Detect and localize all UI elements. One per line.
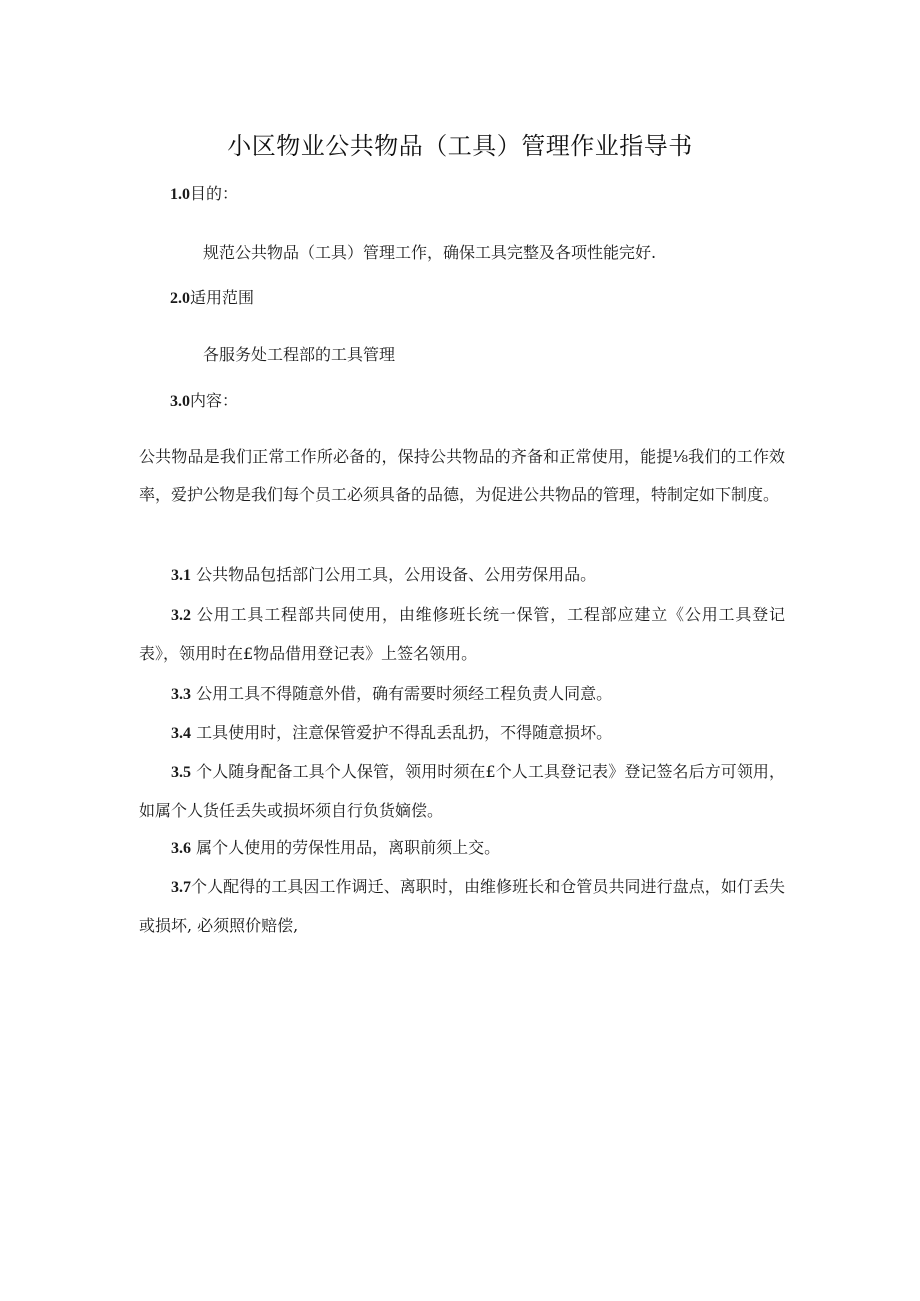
clause-number: 3.7 — [171, 879, 191, 896]
clause-3-7 — [139, 868, 785, 945]
clause-number: 3.3 — [171, 686, 191, 703]
section-1-body: 规范公共物品（工具）管理工作，确保工具完整及各项性能完好. — [203, 243, 657, 262]
clause-text: 公用工具工程部共同使用，由维修班长统一保管，工程部应建立《公用工具登记表》，领用时在£物品借用登记表》上签名领用。 — [139, 605, 785, 663]
section-number: 1.0 — [170, 186, 190, 203]
section-2-body: 各服务处工程部的工具管理 — [203, 345, 396, 364]
clause-number: 3.5 — [171, 764, 191, 781]
clause-text: 公用工具不得随意外借，确有需要时须经工程负责人同意。 — [191, 684, 613, 703]
clause-3-1 — [139, 556, 785, 595]
clause-text: 个人配得的工具因工作调迁、离职时，由维修班长和仓管员共同进行盘点，如仃丢失或损坏, 必须照价赔偿, — [139, 877, 785, 935]
intro-paragraph: 公共物品是我们正常工作所必备的，保持公共物品的齐备和正常使用，能提⅛我们的工作效率，爱护公物是我们每个员工必须具备的品德，为促进公共物品的管理，特制定如下制度。 — [139, 447, 785, 504]
document-title: 小区物业公共物品（工具）管理作业指导书 — [227, 132, 693, 160]
clause-number: 3.2 — [171, 607, 191, 624]
clause-number: 3.1 — [171, 567, 191, 584]
clause-3-2 — [139, 596, 785, 673]
clause-text: 工具使用时，注意保管爱护不得乱丢乱扔，不得随意损坏。 — [191, 723, 613, 742]
section-1-heading — [170, 184, 238, 205]
clause-3-4 — [139, 714, 785, 753]
section-2-heading — [170, 288, 254, 309]
section-heading-text: 目的： — [190, 184, 239, 203]
clause-3-6 — [139, 829, 785, 868]
clause-text: 公共物品包括部门公用工具，公用设备、公用劳保用品。 — [191, 565, 597, 584]
clause-text: 属个人使用的劳保性用品，离职前须上交。 — [191, 838, 501, 857]
section-number: 3.0 — [170, 393, 190, 410]
clause-number: 3.4 — [171, 725, 191, 742]
clause-3-5 — [139, 753, 785, 830]
clause-text: 个人随身配备工具个人保管，领用时须在£个人工具登记表》登记签名后方可领用，如属个人货任丢失或损坏须自行负货嫡偿。 — [139, 762, 785, 820]
clause-3-3 — [139, 675, 785, 714]
section-heading-text: 内容： — [190, 391, 239, 410]
clause-number: 3.6 — [171, 840, 191, 857]
section-3-heading — [170, 391, 238, 412]
section-number: 2.0 — [170, 290, 190, 307]
section-heading-text: 适用范围 — [190, 288, 255, 307]
